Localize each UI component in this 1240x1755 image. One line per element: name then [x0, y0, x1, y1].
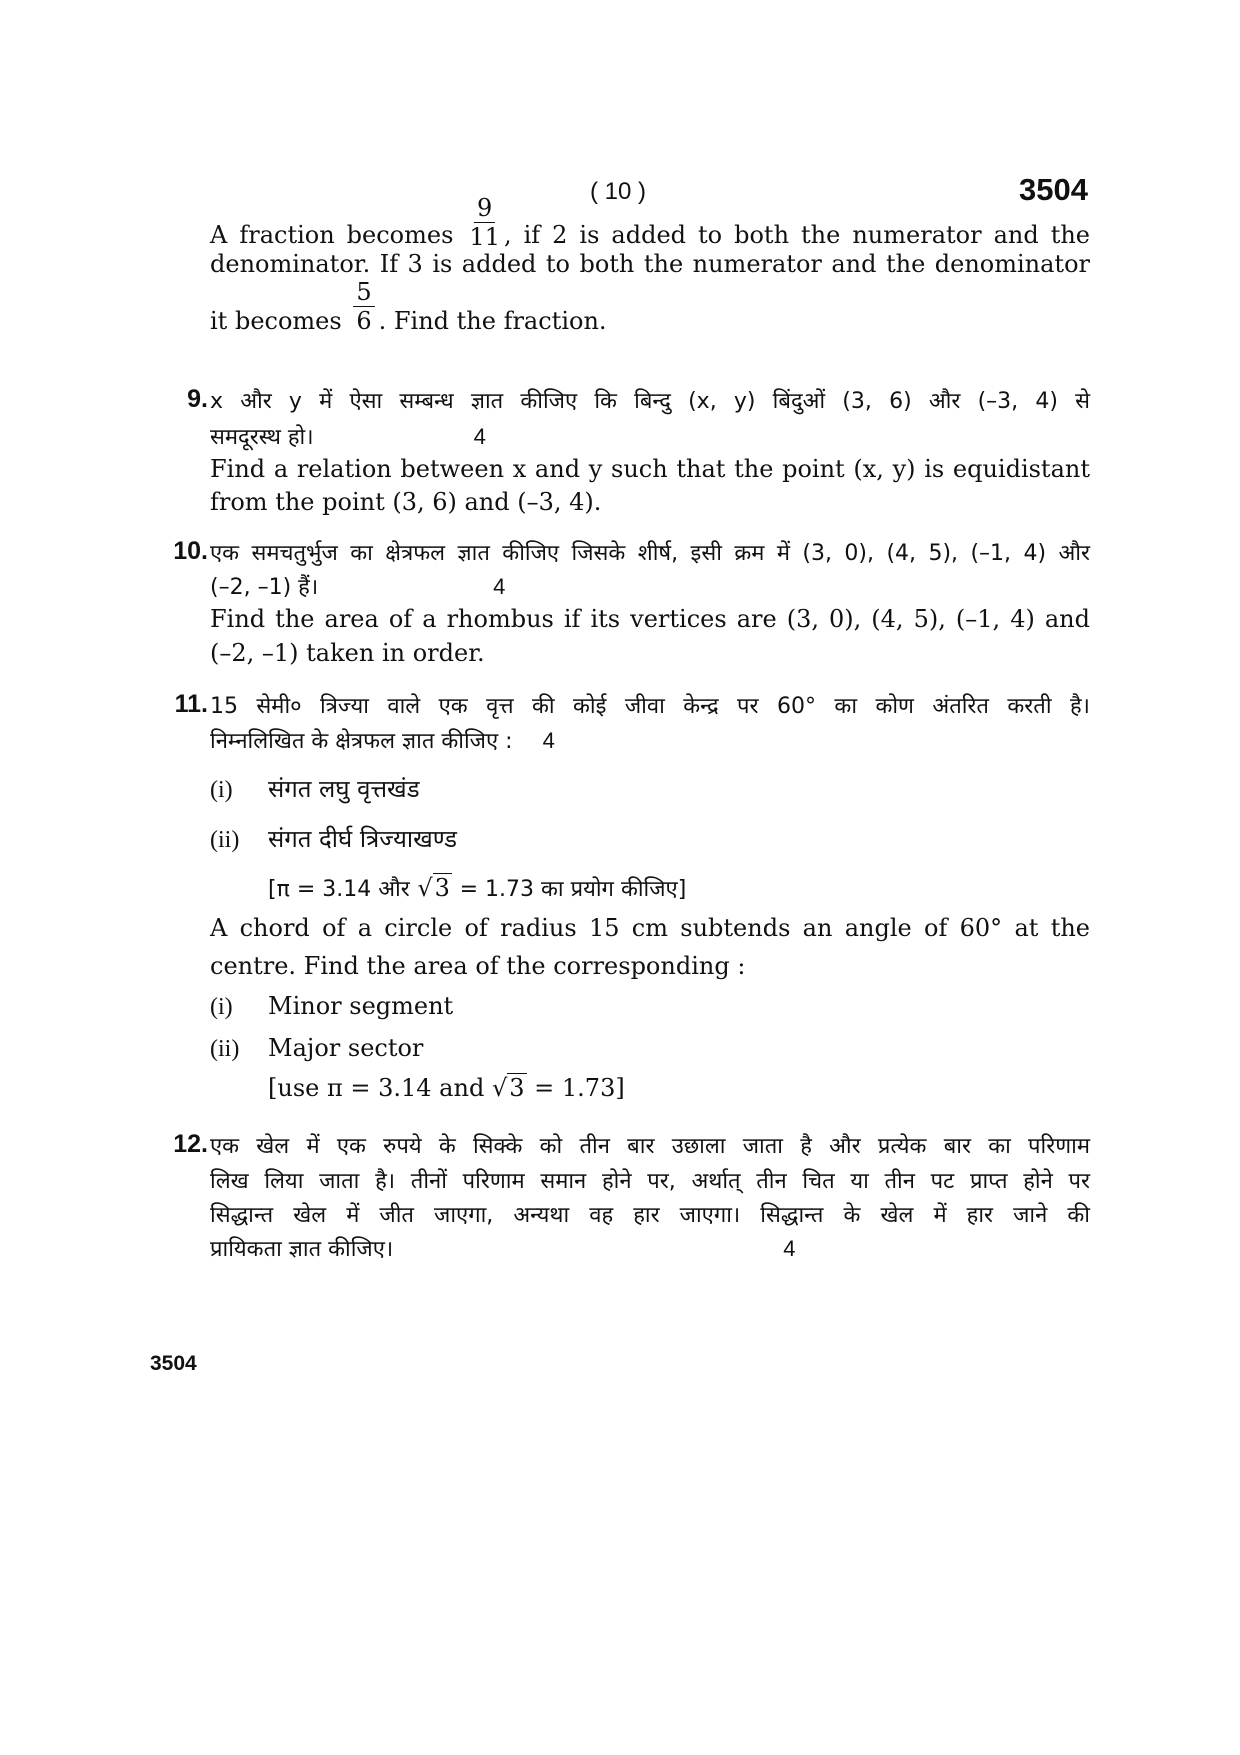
q11-english-line-1: A chord of a circle of radius 15 cm subtends an angle of 60° at the: [210, 914, 1090, 942]
item-text: Major sector: [268, 1034, 424, 1062]
q11-english-item-ii: [210, 1034, 423, 1063]
hint-text: [use π = 3.14 and: [268, 1074, 485, 1102]
q8-text: , if 2 is added to both the numerator and the: [503, 221, 1091, 249]
question-number: 9.: [187, 385, 208, 413]
q12-hindi-line-2: लिख लिया जाता है। तीनों परिणाम समान होने पर, अर्थात् तीन चित या तीन पट प्राप्त होने पर: [210, 1169, 1090, 1194]
q8-text: it becomes: [210, 307, 342, 335]
marks: 4: [493, 574, 506, 599]
item-numeral: (ii): [210, 1036, 240, 1062]
fraction-nine-elevenths: [469, 196, 500, 249]
q10-english-line-1: Find the area of a rhombus if its vertices are (3, 0), (4, 5), (–1, 4) and: [210, 605, 1090, 633]
q8-text: A fraction becomes: [210, 221, 454, 249]
q12-hindi-text: प्रायिकता ज्ञात कीजिए।: [210, 1237, 394, 1262]
sqrt-symbol: √3: [417, 874, 450, 902]
marks: 4: [473, 424, 486, 449]
item-text: संगत दीर्घ त्रिज्याखण्ड: [268, 825, 458, 853]
sqrt-radicand: 3: [509, 1074, 525, 1102]
q11-hindi-line-2: [210, 725, 1090, 755]
q11-english-item-i: [210, 992, 453, 1021]
hint-text: = 1.73]: [534, 1074, 625, 1102]
paper-code-footer: 3504: [150, 1352, 197, 1375]
question-number: 10.: [173, 537, 208, 565]
q11-english-hint: [268, 1074, 625, 1102]
q12-hindi-line-3: सिद्धान्त खेल में जीत जाएगा, अन्यथा वह हार जाएगा। सिद्धान्त के खेल में हार जाने की: [210, 1203, 1090, 1228]
item-text: Minor segment: [268, 992, 454, 1020]
q8-line-2: denominator. If 3 is added to both the numerator and the denominator: [210, 250, 1090, 278]
q9-english-line-2: from the point (3, 6) and (–3, 4).: [210, 488, 602, 516]
item-numeral: (i): [210, 777, 233, 803]
item-numeral: (ii): [210, 827, 240, 853]
frac-numerator: 5: [353, 280, 374, 307]
q11-english-line-2: centre. Find the area of the corresponding :: [210, 952, 746, 980]
frac-denominator: 6: [356, 307, 372, 335]
q12-hindi-line-1: एक खेल में एक रुपये के सिक्के को तीन बार उछाला जाता है और प्रत्येक बार का परिणाम: [210, 1134, 1090, 1159]
question-number: 12.: [173, 1130, 208, 1158]
q9-hindi-line-2: [210, 421, 1090, 451]
page-number: ( 10 ): [590, 178, 647, 205]
question-number: 11.: [174, 690, 208, 718]
q8-text: . Find the fraction.: [378, 307, 607, 335]
hint-text: = 1.73 का प्रयोग कीजिए]: [459, 877, 687, 902]
marks: 4: [783, 1236, 796, 1261]
q11-hindi-hint: [268, 873, 686, 903]
q12-hindi-line-4: [210, 1233, 1090, 1263]
sqrt-symbol: √3: [491, 1074, 525, 1102]
q11-hindi-item-ii: [210, 822, 457, 855]
q9-hindi-line-1: x और y में ऐसा सम्बन्ध ज्ञात कीजिए कि बिन्दु (x, y) बिंदुओं (3, 6) और (–3, 4) से: [210, 389, 1090, 414]
q9-english-line-1: Find a relation between x and y such that the point (x, y) is equidistant: [210, 455, 1090, 483]
q10-hindi-text: (–2, –1) हैं।: [210, 575, 319, 600]
frac-numerator: 9: [474, 196, 495, 223]
frac-denominator: 11: [469, 223, 500, 251]
q11-hindi-item-i: [210, 772, 420, 805]
q11-hindi-text: निम्नलिखित के क्षेत्रफल ज्ञात कीजिए :: [210, 729, 513, 754]
marks: 4: [542, 728, 555, 753]
item-text: संगत लघु वृत्तखंड: [268, 775, 420, 803]
q10-hindi-line-2: [210, 571, 1090, 601]
fraction-five-sixths: [353, 280, 374, 333]
q10-hindi-line-1: एक समचतुर्भुज का क्षेत्रफल ज्ञात कीजिए जिसके शीर्ष, इसी क्रम में (3, 0), (4, 5), (–1, 4) और: [210, 541, 1090, 566]
q11-hindi-line-1: 15 सेमी० त्रिज्या वाले एक वृत्त की कोई जीवा केन्द्र पर 60° का कोण अंतरित करती है।: [210, 694, 1090, 719]
item-numeral: (i): [210, 994, 233, 1020]
q10-english-line-2: (–2, –1) taken in order.: [210, 639, 485, 667]
q8-line-3: [210, 280, 1090, 333]
q9-hindi-text: समदूरस्थ हो।: [210, 425, 314, 450]
paper-code-header: 3504: [1019, 172, 1088, 207]
sqrt-radicand: 3: [434, 874, 450, 902]
hint-text: [π = 3.14 और: [268, 877, 410, 902]
